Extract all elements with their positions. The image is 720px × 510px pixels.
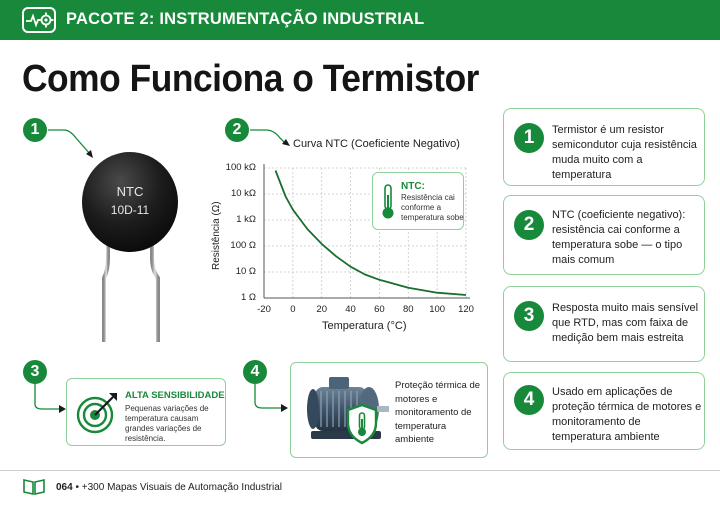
side-card-3-text: Resposta muito mais sensível que RTD, mas com faixa de medição bem mais estreita: [552, 302, 699, 344]
y-tick-label: 100 Ω: [230, 240, 256, 251]
x-tick-label: 120: [458, 304, 474, 315]
step-badge-4: 4: [243, 360, 267, 384]
motor-card-text: Proteção térmica de motores e monitoramento de temperatura ambiente: [395, 380, 481, 445]
step-badge-3: 3: [23, 360, 47, 384]
side-card-4-text: Usado em aplicações de proteção térmica de motores e monitoramento de temperatura ambiente: [552, 386, 702, 443]
header-title: PACOTE 2: INSTRUMENTAÇÃO INDUSTRIAL: [66, 10, 425, 28]
side-card-4-badge: 4: [514, 385, 544, 415]
x-tick-label: 80: [402, 304, 414, 315]
side-card-3: [503, 286, 705, 362]
x-tick-label: 20: [316, 304, 327, 315]
shield-thermometer-icon: [345, 403, 379, 445]
x-tick-label: 40: [345, 304, 356, 315]
step-badge-1: 1: [23, 118, 47, 142]
step4-arrow: [250, 384, 294, 414]
ntc-callout-body: Resistência cai conforme a temperatura sobe: [401, 193, 464, 222]
chart-title: Curva NTC (Coeficiente Negativo): [293, 138, 460, 150]
chart-y-label: Resistência (Ω): [211, 201, 222, 270]
footer-divider: [0, 470, 720, 471]
x-tick-label: 60: [374, 304, 385, 315]
step3-arrow: [30, 384, 70, 414]
target-arrow-icon: [75, 389, 121, 435]
component-label-top: NTC: [116, 184, 144, 199]
sensitivity-card: [66, 378, 226, 446]
component-label-bottom: 10D-11: [110, 203, 150, 217]
side-card-3-badge: 3: [514, 301, 544, 331]
side-card-1-badge: 1: [514, 123, 544, 153]
side-card-4: [503, 372, 705, 450]
y-tick-label: 10 kΩ: [230, 188, 256, 199]
side-card-1-text: Termistor é um resistor semicondutor cuja resistência muda muito com a temperatura: [552, 124, 697, 181]
ntc-callout: [372, 172, 464, 230]
side-card-2-badge: 2: [514, 210, 544, 240]
footer-page-number: 064: [56, 482, 73, 493]
side-card-2: [503, 195, 705, 275]
footer-text: +300 Mapas Visuais de Automação Industrial: [81, 482, 282, 493]
step-badge-2: 2: [225, 118, 249, 142]
page-title: Como Funciona o Termistor: [22, 58, 479, 100]
x-tick-label: -20: [257, 304, 271, 315]
sensitivity-title: ALTA SENSIBILIDADE: [125, 390, 225, 401]
ntc-callout-title: NTC:: [401, 181, 425, 192]
thermometer-icon: [379, 183, 397, 221]
y-tick-label: 100 kΩ: [225, 162, 256, 173]
book-icon: [22, 478, 46, 496]
x-tick-label: 0: [290, 304, 296, 315]
chart-x-label: Temperatura (°C): [322, 320, 407, 332]
motor-card: [290, 362, 488, 458]
y-tick-label: 10 Ω: [235, 266, 256, 277]
y-tick-label: 1 Ω: [240, 292, 256, 303]
footer: [56, 482, 282, 493]
footer-separator: •: [75, 482, 79, 493]
x-tick-label: 100: [429, 304, 446, 315]
y-tick-label: 1 kΩ: [236, 214, 256, 225]
side-card-2-text: NTC (coeficiente negativo): resistência cai conforme a temperatura sobe — o tipo mais comum: [552, 209, 686, 266]
side-card-1: [503, 108, 705, 186]
sensitivity-body: Pequenas variações de temperatura causam grandes variações de resistência.: [125, 404, 209, 443]
